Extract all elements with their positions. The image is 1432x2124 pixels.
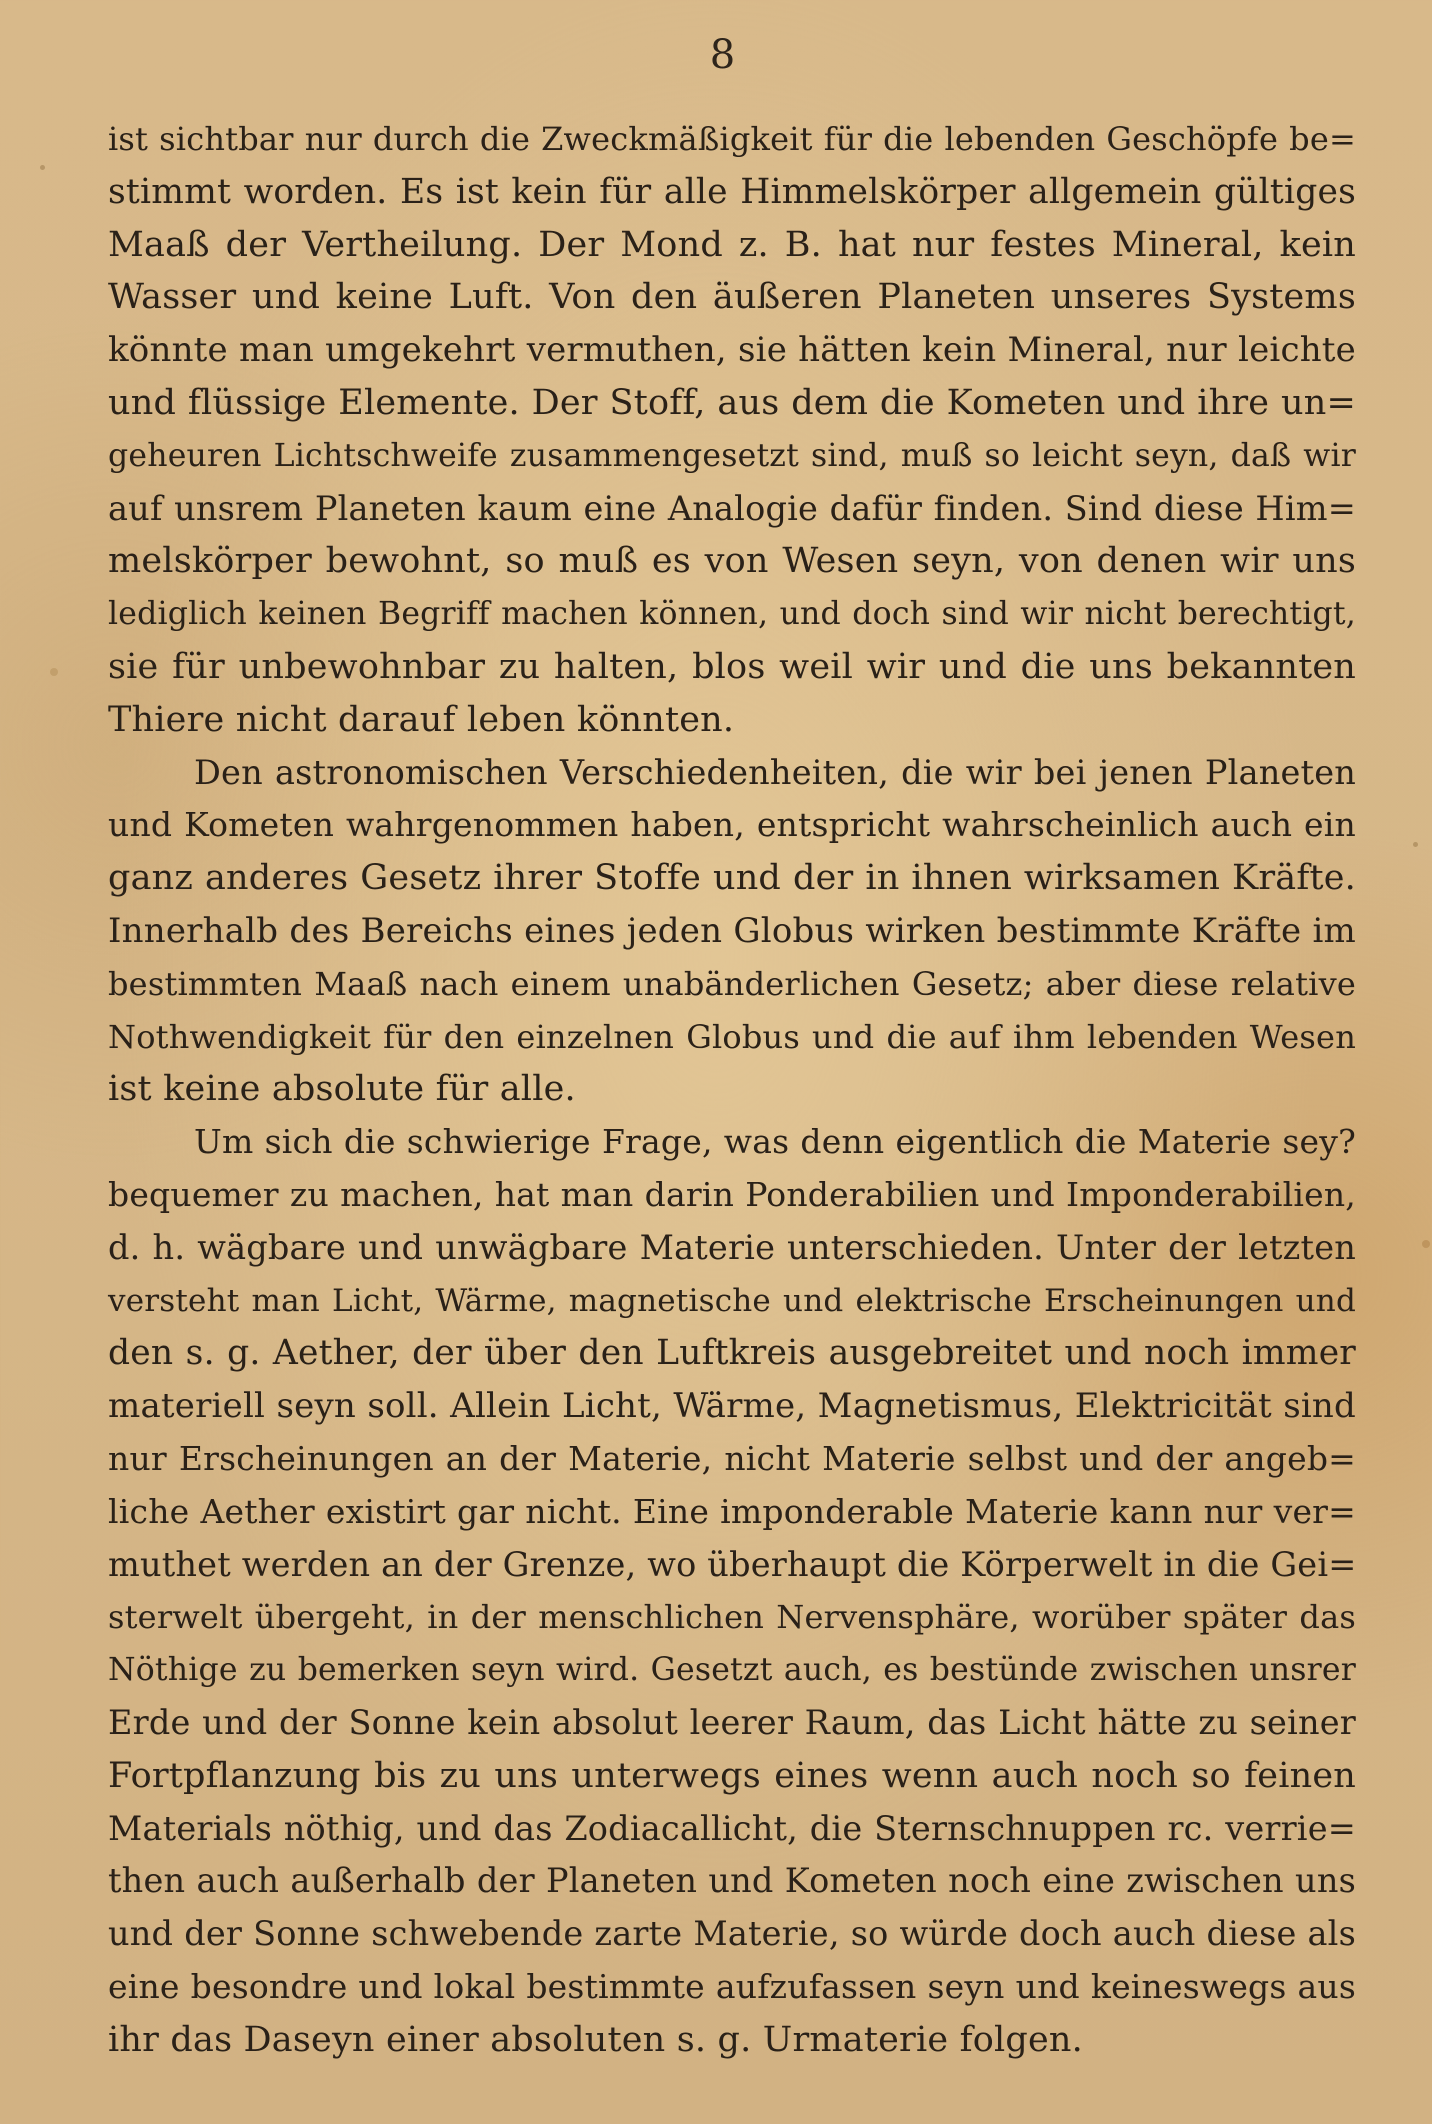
text-line: geheuren Lichtschweife zusammengesetzt sind, muß so leicht seyn, daß wir [108,437,1356,474]
text-line: liche Aether existirt gar nicht. Eine imponderable Materie kann nur ver= [108,1491,1356,1531]
text-line: Nothwendigkeit für den einzelnen Globus und die auf ihm lebenden Wesen [108,1017,1356,1056]
text-line: und flüssige Elemente. Der Stoff, aus dem die Kometen und ihre un= [108,382,1356,423]
text-line: Innerhalb des Bereichs eines jeden Globus wirken bestimmte Kräfte im [108,910,1356,951]
text-line: melskörper bewohnt, so muß es von Wesen seyn, von denen wir uns [108,541,1356,582]
text-line: könnte man umgekehrt vermuthen, sie hätten kein Mineral, nur leichte [108,330,1356,371]
text-line: auf unsrem Planeten kaum eine Analogie dafür finden. Sind diese Him= [108,488,1356,528]
paragraph-end-line: ist keine absolute für alle. [108,1069,576,1110]
text-line: Fortpflanzung bis zu uns unterwegs eines wenn auch noch so feinen [108,1755,1356,1796]
paper-spot [1422,1240,1430,1248]
text-line: nur Erscheinungen an der Materie, nicht Materie selbst und der angeb= [108,1438,1356,1478]
paper-spot [1413,842,1418,847]
text-line: und der Sonne schwebende zarte Materie, so würde doch auch diese als [108,1914,1356,1954]
text-line: then auch außerhalb der Planeten und Kometen noch eine zwischen uns [108,1861,1356,1901]
text-line: Nöthige zu bemerken seyn wird. Gesetzt auch, es bestünde zwischen unsrer [108,1652,1356,1689]
text-line: ist sichtbar nur durch die Zweckmäßigkeit für die lebenden Geschöpfe be= [108,120,1356,158]
text-line: Wasser und keine Luft. Von den äußeren Planeten unseres Systems [108,277,1356,318]
paper-spot [50,668,58,676]
text-line: stimmt worden. Es ist kein für alle Himmelskörper allgemein gültiges [108,171,1356,212]
page-number: 8 [709,32,736,78]
text-line: den s. g. Aether, der über den Luftkreis ausgebreitet und noch immer [108,1333,1356,1374]
text-line: und Kometen wahrgenommen haben, entspricht wahrscheinlich auch ein [108,805,1356,845]
text-line: Maaß der Vertheilung. Der Mond z. B. hat nur festes Mineral, kein [108,224,1356,265]
text-line: versteht man Licht, Wärme, magnetische und elektrische Erscheinungen und [108,1282,1356,1319]
text-line: Erde und der Sonne kein absolut leerer Raum, das Licht hätte zu seiner [108,1702,1356,1742]
text-line: materiell seyn soll. Allein Licht, Wärme, Magnetismus, Elektricität sind [108,1386,1356,1427]
paragraph-start-line: Um sich die schwierige Frage, was denn eigentlich die Materie sey? [194,1122,1356,1162]
paragraph-end-line: ihr das Daseyn einer absoluten s. g. Urmaterie folgen. [108,2019,1083,2060]
paragraph-end-line: Thiere nicht darauf leben könnten. [108,699,735,740]
text-line: bequemer zu machen, hat man darin Ponderabilien und Imponderabilien, [108,1174,1356,1214]
text-line: eine besondre und lokal bestimmte aufzufassen seyn und keineswegs aus [108,1966,1356,2006]
text-line: bestimmten Maaß nach einem unabänderlichen Gesetz; aber diese relative [108,964,1356,1003]
text-line: Materials nöthig, und das Zodiacallicht, die Sternschnuppen rc. verrie= [108,1808,1356,1848]
text-line: d. h. wägbare und unwägbare Materie unterschieden. Unter der letzten [108,1227,1356,1267]
text-line: sie für unbewohnbar zu halten, blos weil wir und die uns bekannten [108,646,1356,687]
text-line: ganz anderes Gesetz ihrer Stoffe und der in ihnen wirksamen Kräfte. [108,858,1356,899]
text-line: sterwelt übergeht, in der menschlichen Nervensphäre, worüber später das [108,1598,1356,1637]
paper-spot [40,165,45,170]
body-text [108,113,1356,2066]
paragraph-start-line: Den astronomischen Verschiedenheiten, die wir bei jenen Planeten [194,752,1356,792]
text-line: lediglich keinen Begriff machen können, und doch sind wir nicht berechtigt, [108,596,1356,633]
text-line: muthet werden an der Grenze, wo überhaupt die Körperwelt in die Gei= [108,1544,1357,1584]
